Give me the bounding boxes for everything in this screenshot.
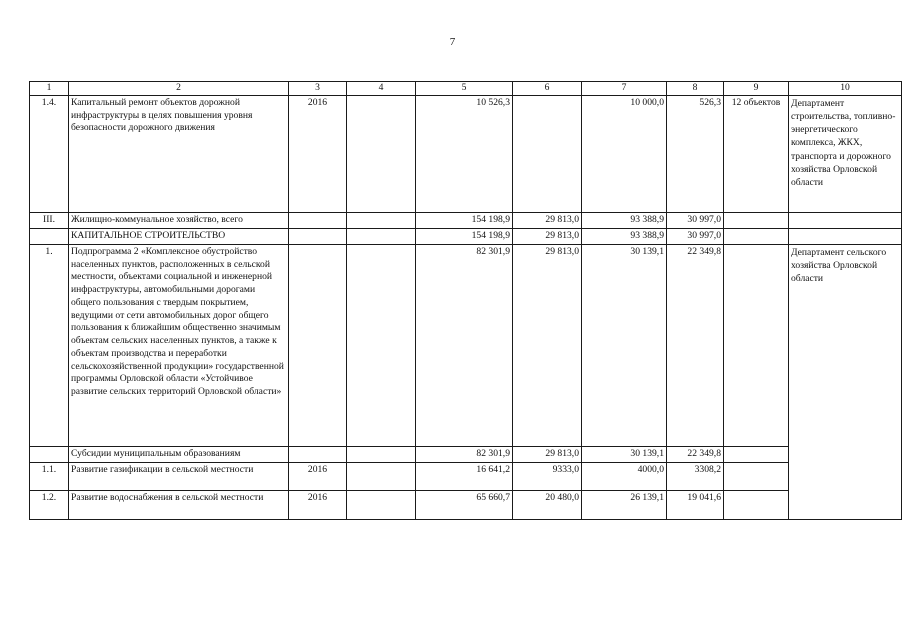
- row-col7: 26 139,1: [582, 490, 667, 519]
- row-number: 1.: [30, 244, 69, 446]
- row-name: Капитальный ремонт объектов дорожной инфраструктуры в целях повышения уровня безопасности дорожного движения: [69, 95, 289, 212]
- row-year: 2016: [289, 95, 347, 212]
- row-col8: 22 349,8: [667, 244, 724, 446]
- column-header: 5: [416, 82, 513, 96]
- row-col9: 12 объектов: [724, 95, 789, 212]
- row-total: 82 301,9: [416, 244, 513, 446]
- table-row: [30, 95, 902, 212]
- row-col4: [347, 462, 416, 490]
- row-year: [289, 244, 347, 446]
- row-year: [289, 212, 347, 228]
- table-row: [30, 490, 902, 519]
- row-col9: [724, 446, 789, 462]
- column-header: 2: [69, 82, 289, 96]
- row-total: 10 526,3: [416, 95, 513, 212]
- row-number: III.: [30, 212, 69, 228]
- row-number: [30, 228, 69, 244]
- row-col8: 30 997,0: [667, 228, 724, 244]
- header-row: [30, 82, 902, 96]
- row-total: 82 301,9: [416, 446, 513, 462]
- row-number: 1.4.: [30, 95, 69, 212]
- table-row: [30, 244, 902, 446]
- row-col6: 29 813,0: [513, 446, 582, 462]
- row-total: 154 198,9: [416, 212, 513, 228]
- row-year: [289, 228, 347, 244]
- column-header: 3: [289, 82, 347, 96]
- row-col6: 29 813,0: [513, 244, 582, 446]
- column-header: 1: [30, 82, 69, 96]
- column-header: 4: [347, 82, 416, 96]
- row-col6: 29 813,0: [513, 228, 582, 244]
- row-col4: [347, 95, 416, 212]
- row-executor: Департамент строительства, топливно-энергетического комплекса, ЖКХ, транспорта и дорожного хозяйства Орловской области: [789, 95, 902, 212]
- row-name: Жилищно-коммунальное хозяйство, всего: [69, 212, 289, 228]
- row-total: 154 198,9: [416, 228, 513, 244]
- row-col4: [347, 212, 416, 228]
- row-col9: [724, 490, 789, 519]
- row-number: 1.1.: [30, 462, 69, 490]
- row-year: [289, 446, 347, 462]
- table-row: [30, 228, 902, 244]
- row-col8: 3308,2: [667, 462, 724, 490]
- table-row: [30, 212, 902, 228]
- row-col4: [347, 228, 416, 244]
- row-total: 65 660,7: [416, 490, 513, 519]
- column-header: 8: [667, 82, 724, 96]
- row-col9: [724, 212, 789, 228]
- row-executor: [789, 228, 902, 244]
- row-name: Развитие газификации в сельской местности: [69, 462, 289, 490]
- row-col8: 30 997,0: [667, 212, 724, 228]
- row-col4: [347, 490, 416, 519]
- row-col9: [724, 228, 789, 244]
- row-name: Подпрограмма 2 «Комплексное обустройство населенных пунктов, расположенных в сельской местности, объектами социальной и инженерной инфраструктуры, автомобильными дорогами общего пользования с твердым покрытием, ведущими от сети автомобильных дорог общего пользования к ближайшим общественно значимым объектам сельских населенных пунктов, а также к объектам производства и переработки сельскохозяйственной продукции» государственной программы Орловской области «Устойчивое развитие сельских территорий Орловской области»: [69, 244, 289, 446]
- row-col9: [724, 462, 789, 490]
- row-col7: 93 388,9: [582, 212, 667, 228]
- page-number: 7: [449, 36, 456, 48]
- row-col6: 20 480,0: [513, 490, 582, 519]
- row-col7: 93 388,9: [582, 228, 667, 244]
- row-col6: 29 813,0: [513, 212, 582, 228]
- column-header: 6: [513, 82, 582, 96]
- row-col8: 526,3: [667, 95, 724, 212]
- row-year: 2016: [289, 462, 347, 490]
- row-col4: [347, 244, 416, 446]
- row-number: [30, 446, 69, 462]
- row-name: Субсидии муниципальным образованиям: [69, 446, 289, 462]
- table-row: [30, 446, 902, 462]
- row-number: 1.2.: [30, 490, 69, 519]
- row-name: КАПИТАЛЬНОЕ СТРОИТЕЛЬСТВО: [69, 228, 289, 244]
- table-row: [30, 462, 902, 490]
- column-header: 9: [724, 82, 789, 96]
- budget-table: [29, 81, 902, 520]
- row-col6: [513, 95, 582, 212]
- row-name: Развитие водоснабжения в сельской местности: [69, 490, 289, 519]
- row-col9: [724, 244, 789, 446]
- row-col4: [347, 446, 416, 462]
- row-executor: Департамент сельского хозяйства Орловской области: [789, 244, 902, 519]
- row-col6: 9333,0: [513, 462, 582, 490]
- row-col7: 4000,0: [582, 462, 667, 490]
- row-year: 2016: [289, 490, 347, 519]
- row-executor: [789, 212, 902, 228]
- row-col8: 19 041,6: [667, 490, 724, 519]
- column-header: 7: [582, 82, 667, 96]
- column-header: 10: [789, 82, 902, 96]
- row-total: 16 641,2: [416, 462, 513, 490]
- row-col8: 22 349,8: [667, 446, 724, 462]
- row-col7: 10 000,0: [582, 95, 667, 212]
- row-col7: 30 139,1: [582, 446, 667, 462]
- row-col7: 30 139,1: [582, 244, 667, 446]
